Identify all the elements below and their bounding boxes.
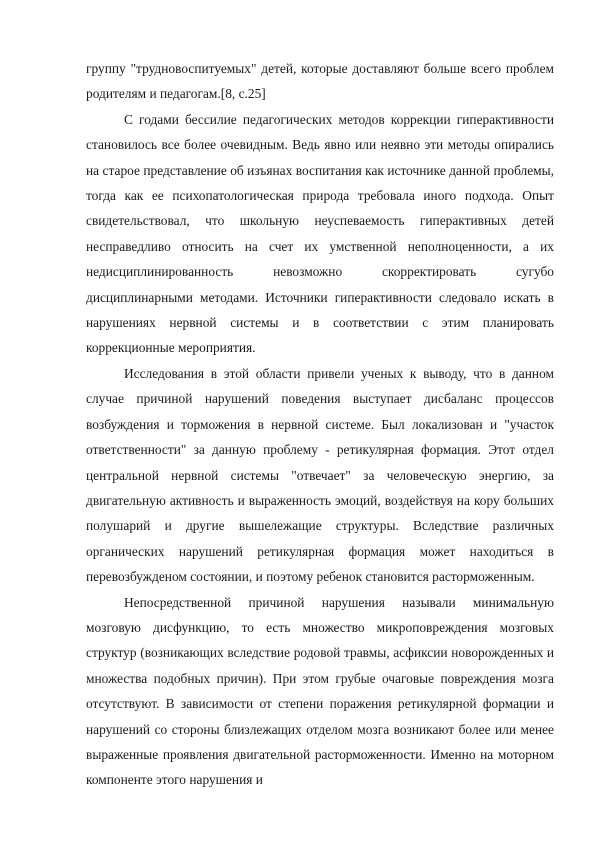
paragraph-direct-cause: Непосредственной причиной нарушения называли минимальную мозговую дисфункцию, то есть множество микроповреждения мозговых структур (возникающих вследствие родовой травмы, асфиксии новорожденных и множества подобных причин). При этом грубые очаговые повреждения мозга отсутствуют. В зависимости от степени поражения ретикулярной формации и нарушений со стороны близлежащих отделом мозга возникают более или менее выраженные проявления двигательной расторможенности. Именно на моторном компоненте этого нарушения и bbox=[86, 594, 554, 788]
body-text bbox=[86, 56, 554, 793]
paragraph-pedagogical-methods: С годами бессилие педагогических методов коррекции гиперактивности становилось все более очевидным. Ведь явно или неявно эти методы опирались на старое представление об изъянах воспитания как источнике данной проблемы, тогда как ее психопатологическая природа требовала иного подхода. Опыт свидетельствовал, что школьную неуспеваемость гиперактивных детей несправедливо относить на счет их умственной неполноценности, а их недисциплинированность невозможно скорректировать сугубо дисциплинарными методами. Источники гиперактивности следовало искать в нарушениях нервной системы и в соответствии с этим планировать коррекционные мероприятия. bbox=[86, 111, 554, 356]
paragraph-research-findings: Исследования в этой области привели ученых к выводу, что в данном случае причиной нарушений поведения выступает дисбаланс процессов возбуждения и торможения в нервной системе. Был локализован и "участок ответственности" за данную проблему - ретикулярная формация. Этот отдел центральной нервной системы "отвечает" за человеческую энергию, за двигательную активность и выраженность эмоций, воздействуя на кору больших полушарий и другие вышележащие структуры. Вследствие различных органических нарушений ретикулярная формация может находиться в перевозбужденом состоянии, и поэтому ребенок становится расторможенным. bbox=[86, 365, 554, 585]
paragraph-continuation: группу "трудновоспитуемых" детей, которые доставляют больше всего проблем родителям и педагогам.[8, с.25] bbox=[86, 61, 554, 102]
